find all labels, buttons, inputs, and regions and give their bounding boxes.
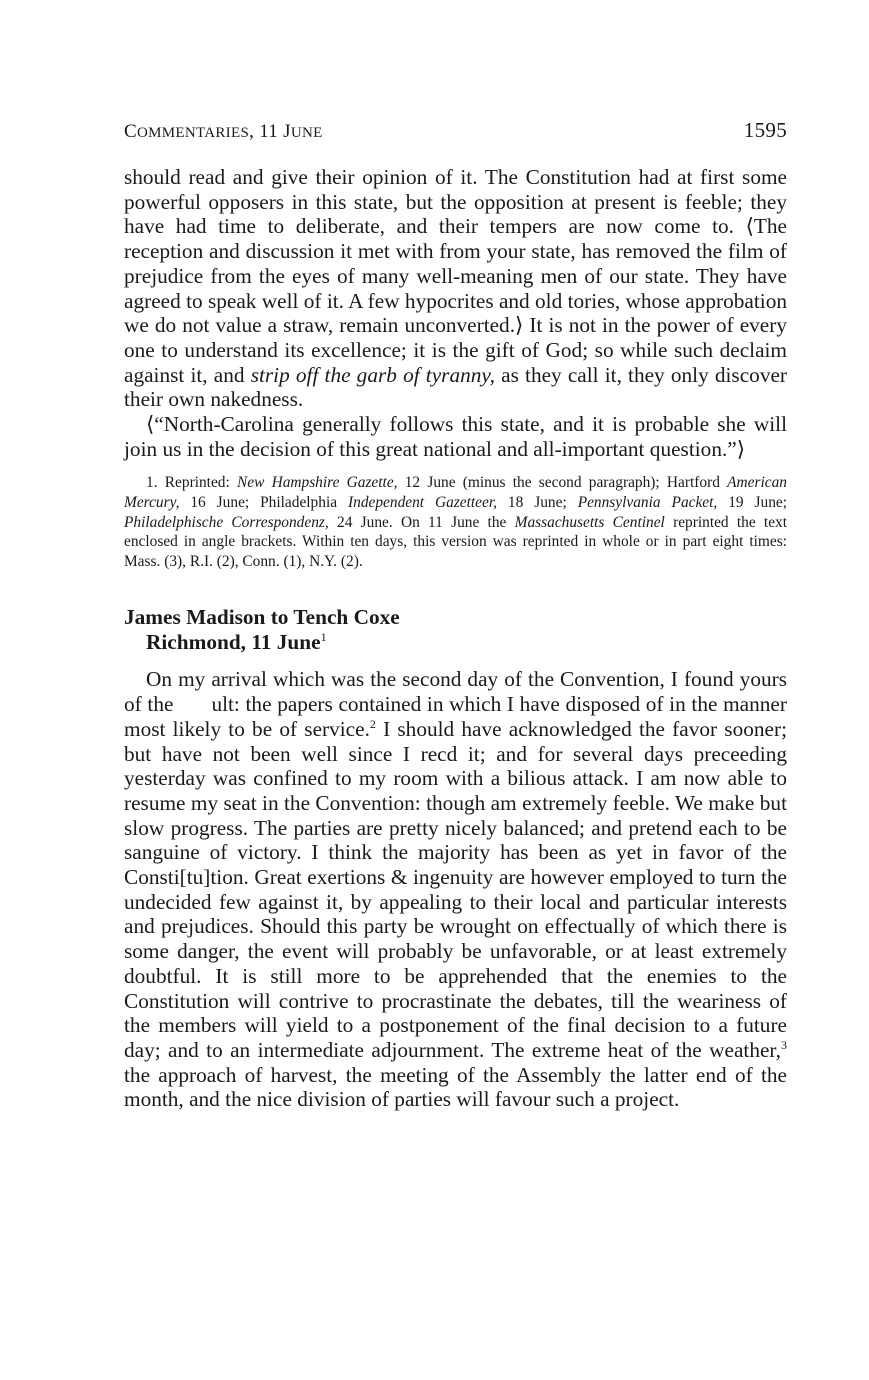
paragraph-1: [124, 165, 787, 412]
footnote-1: 1. Reprinted: New Hampshire Gazette, 12 June (minus the second paragraph); Hartford American Mercury, 16 June; Philadelphia Independent Gazetteer, 18 June; Pennsylvania Packet, 19 June; Philadelphische Correspondenz, 24 June. On 11 June the Massachusetts Centinel reprinted the text enclosed in angle brackets. Within ten days, this version was reprinted in whole or in part eight times: Mass. (3), R.I. (2), Conn. (1), N.Y. (2).: [124, 474, 788, 570]
paragraph-1-text-a: should read and give their opinion of it. The Constitution had at first some powerful opposers in this state, but the opposition at present is feeble; they have had time to deliberate, and their tempers are now come to. ⟨The reception and discussion it met with from your state, has removed the film of prejudice from the eyes of many well-meaning men of our state. They have agreed to speak well of it. A few hypocrites and old tories, whose approbation we do not value a straw, remain unconverted.⟩ It is not in the power of every one to understand its excellence; it is the gift of God; so while such declaim against it, and: [124, 165, 787, 387]
running-head-title: COMMENTARIES, 11 JUNE: [124, 121, 323, 142]
letter-title: James Madison to Tench Coxe: [124, 605, 400, 630]
paragraph-1-emphasis: strip off the garb of tyranny,: [250, 362, 495, 387]
letter-body: On my arrival which was the second day of the Convention, I found yours of the ult: the papers contained in which I have disposed of in the manner most likely to be of service.$^2$ I should have acknowledged the favor sooner; but have not been well since I recd it; and for several days preceeding yesterday was confined to my room with a bilious attack. I am now able to resume my seat in the Convention: though am extremely feeble. We make but slow progress. The parties are pretty nicely balanced; and pretend each to be sanguine of victory. I think the majority has been as yet in favor of the Consti[tu]tion. Great exertions & ingenuity are however employed to turn the undecided few against it, by appealing to their local and particular interests and prejudices. Should this party be wrought on effectually of which there is some danger, the event will probably be unfavorable, or at least extremely doubtful. It is still more to be apprehended that the enemies to the Constitution will contrive to procrastinate the debates, till the weariness of the members will yield to a postponement of the final decision to a future day; and to an intermediate adjournment. The extreme heat of the weather,$^3$ the approach of harvest, the meeting of the Assembly the latter end of the month, and the nice division of parties will favour such a project.: [124, 667, 787, 1112]
paragraph-2-text: ⟨“North-Carolina generally follows this state, and it is probable she will join us in the decision of this great national and all-important question.”⟩: [124, 412, 787, 461]
paragraph-1-text-b: as they call it, they only discover their own nakedness.: [124, 362, 788, 412]
letter-heading: [124, 605, 787, 655]
running-head: [124, 118, 787, 143]
footnote-ref-1: 1: [320, 630, 327, 645]
page-number: 1595: [743, 118, 787, 142]
document-page: [124, 118, 787, 1112]
footnote-ref-3: 3: [781, 1037, 787, 1052]
letter-place-date: Richmond, 11 June$^1$: [146, 630, 327, 655]
footnote-ref-2: 2: [369, 716, 376, 731]
paragraph-2: [124, 412, 787, 461]
